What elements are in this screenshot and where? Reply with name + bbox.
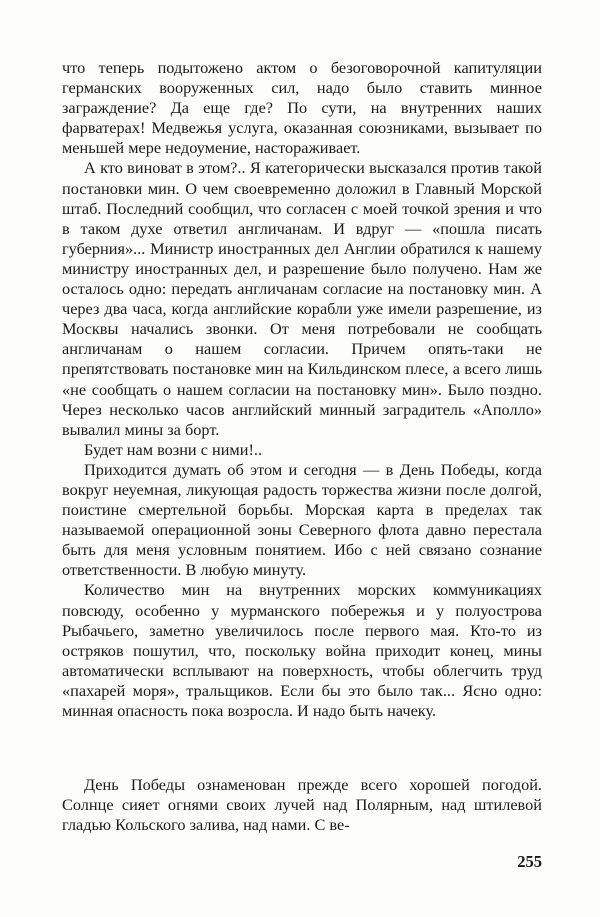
paragraph-5: Количество мин на внутренних морских коммуникациях повсюду, особенно у мурманского побережья и у полуострова Рыбачьего, заметно увеличилось после первого мая. Кто-то из остряков пошутил, что, поскольку война приходит конец, мины автоматически всплывают на поверхность, чтобы облегчить труд «пахарей моря», тральщиков. Если бы это было так... Ясно одно: минная опасность пока возросла. И надо быть начеку. — [62, 580, 542, 720]
paragraph-2: А кто виноват в этом?.. Я категорически высказался против такой постановки мин. О чем своевременно доложил в Главный Морской штаб. Последний сообщил, что согласен с моей точкой зрения и что в таком духе ответил англичанам. И вдруг — «пошла писать губерния»... Министр иностранных дел Англии обратился к нашему министру иностранных дел, и разрешение было получено. Нам же осталось одно: передать англичанам согласие на постановку мин. А через два часа, когда английские корабли уже имели разрешение, из Москвы начались звонки. От меня потребовали не сообщать англичанам о нашем согласии. Причем опять-таки не препятствовать постановке мин на Кильдинском плесе, а всего лишь «не сообщать о нашем согласии на постановку мин». Было поздно. Через несколько часов английский минный заградитель «Аполло» вывалил мины за борт. — [62, 158, 542, 439]
section-start-text-block — [62, 775, 542, 835]
paragraph-4: Приходится думать об этом и сегодня — в День Победы, когда вокруг неуемная, ликующая радость торжества жизни после долгой, поистине смертельной борьбы. Морская карта в пределах так называемой операционной зоны Северного флота давно перестала быть для меня условным понятием. Ибо с ней связано сознание ответственности. В любую минуту. — [62, 459, 542, 580]
paragraph-6: День Победы ознаменован прежде всего хорошей погодой. Солнце сияет огнями своих лучей над Полярным, над штилевой гладью Кольского залива, над нами. С ве- — [62, 775, 542, 835]
main-text-block — [62, 58, 542, 721]
paragraph-1: что теперь подытожено актом о безоговорочной капитуляции германских вооруженных сил, надо было ставить минное заграждение? Да еще где? По сути, на внутренних наших фарватерах! Медвежья услуга, оказанная союзниками, вызывает по меньшей мере недоумение, настораживает. — [62, 58, 542, 158]
paragraph-3: Будет нам возни с ними!.. — [84, 439, 263, 459]
page-number: 255 — [517, 852, 542, 871]
